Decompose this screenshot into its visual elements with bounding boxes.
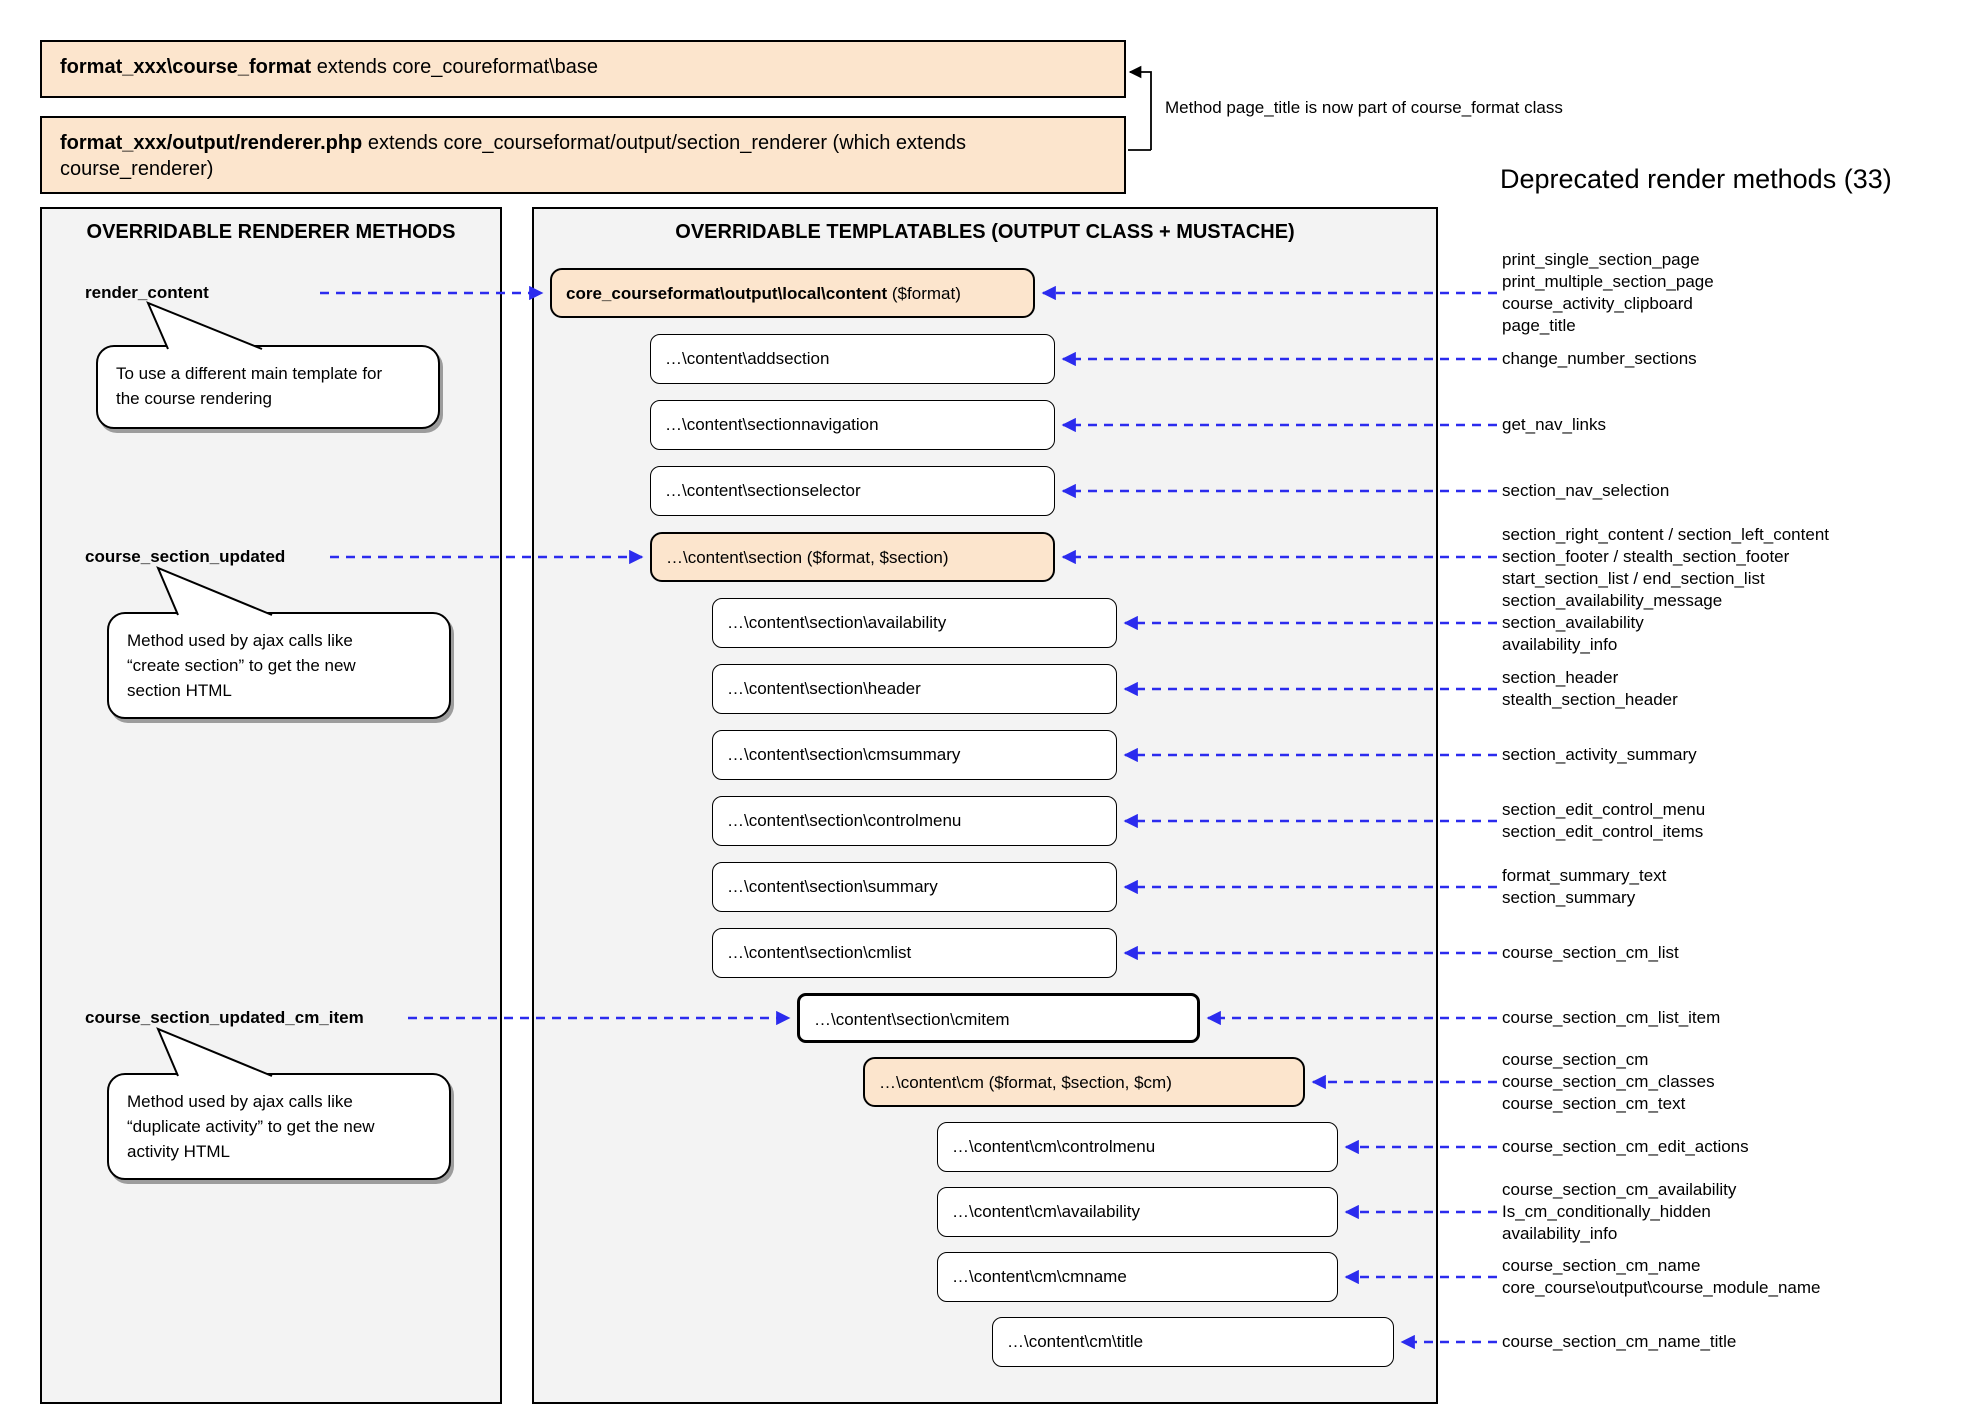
deprecated-methods-section: [1502, 524, 1829, 590]
deprecated-methods-cm-cmname: [1502, 1255, 1820, 1299]
bubble-line: To use a different main template for: [116, 364, 383, 383]
deprecated-method-label: core_course\output\course_module_name: [1502, 1278, 1821, 1297]
top-box1-bold: format_xxx\course_format: [60, 56, 312, 78]
deprecated-methods-section-header: [1502, 667, 1678, 711]
templatable-content-classname: core_courseformat\output\local\content: [566, 284, 888, 303]
deprecated-method-label: print_multiple_section_page: [1502, 272, 1714, 291]
templatable-section-availability: [712, 598, 1117, 648]
templatable-section-header: [712, 664, 1117, 714]
templatable-section-cmitem-label: …\content\section\cmitem: [814, 1010, 1010, 1029]
templatable-addsection-label: …\content\addsection: [665, 349, 830, 368]
deprecated-method-label: course_section_cm_classes: [1502, 1072, 1715, 1091]
templatable-section-availability-label: …\content\section\availability: [727, 613, 947, 632]
top-box-renderer: [40, 116, 1126, 194]
deprecated-methods-section-cmitem: [1502, 1007, 1720, 1029]
deprecated-method-label: section_activity_summary: [1502, 745, 1697, 764]
deprecated-method-label: format_summary_text: [1502, 866, 1667, 885]
templatable-cm-controlmenu-label: …\content\cm\controlmenu: [952, 1137, 1156, 1156]
deprecated-methods-content: [1502, 249, 1714, 337]
templatable-cm-cmname-label: …\content\cm\cmname: [952, 1267, 1127, 1286]
templatable-content-label: ($format): [887, 284, 961, 303]
deprecated-method-label: change_number_sections: [1502, 349, 1697, 368]
deprecated-method-label: page_title: [1502, 316, 1576, 335]
deprecated-render-methods-heading: Deprecated render methods (33): [1500, 164, 1892, 194]
bubble-line: “create section” to get the new: [127, 656, 356, 675]
deprecated-method-label: course_activity_clipboard: [1502, 294, 1693, 313]
deprecated-methods-cm-controlmenu: [1502, 1136, 1749, 1158]
deprecated-method-label: availability_info: [1502, 1224, 1618, 1243]
deprecated-methods-cm-title: [1502, 1331, 1736, 1353]
templatable-content: [550, 268, 1035, 318]
bubble-line: Method used by ajax calls like: [127, 631, 353, 650]
templatable-cm-availability: [937, 1187, 1338, 1237]
deprecated-method-label: course_section_cm: [1502, 1050, 1649, 1069]
templatable-cm-cmname: [937, 1252, 1338, 1302]
deprecated-method-label: section_availability: [1502, 613, 1644, 632]
templatable-sectionnavigation-label: …\content\sectionnavigation: [665, 415, 879, 434]
bubble-line: Method used by ajax calls like: [127, 1092, 353, 1111]
templatable-addsection: [650, 334, 1055, 384]
deprecated-method-label: availability_info: [1502, 635, 1618, 654]
deprecated-methods-section-cmlist: [1502, 942, 1679, 964]
deprecated-methods-section-summary: [1502, 865, 1666, 909]
templatable-section-cmsummary: [712, 730, 1117, 780]
bubble-course-section-updated: [107, 612, 451, 719]
deprecated-methods-section-controlmenu: [1502, 799, 1705, 843]
templatable-section-cmlist-label: …\content\section\cmlist: [727, 943, 912, 962]
top-box1-rest: extends core_coureformat\base: [311, 56, 599, 78]
deprecated-methods-section-availability: [1502, 590, 1722, 656]
method-course-section-updated-cm-item: course_section_updated_cm_item: [85, 1008, 364, 1027]
bubble-course-section-updated-cm-item: [107, 1073, 451, 1180]
left-panel-title: OVERRIDABLE RENDERER METHODS: [86, 221, 456, 243]
deprecated-methods-addsection: [1502, 348, 1697, 370]
top-box-course-format: [40, 40, 1126, 98]
method-course-section-updated: course_section_updated: [85, 547, 286, 566]
templatable-cm-title: [992, 1317, 1394, 1367]
deprecated-method-label: section_summary: [1502, 888, 1636, 907]
bubble-render-content: [96, 345, 440, 429]
top-box2-bold: format_xxx/output/renderer.php: [60, 132, 363, 154]
deprecated-method-label: course_section_cm_list_item: [1502, 1008, 1721, 1027]
page-title-bracket: [1130, 72, 1151, 150]
middle-panel-title: OVERRIDABLE TEMPLATABLES (OUTPUT CLASS + MUSTACHE): [675, 221, 1295, 243]
bubble-line: activity HTML: [127, 1142, 230, 1161]
deprecated-method-label: course_section_cm_edit_actions: [1502, 1137, 1749, 1156]
templatable-cm-label: …\content\cm ($format, $section, $cm): [879, 1073, 1172, 1092]
templatable-section-controlmenu-label: …\content\section\controlmenu: [727, 811, 962, 830]
deprecated-method-label: section_header: [1502, 668, 1619, 687]
deprecated-method-label: course_section_cm_name: [1502, 1256, 1701, 1275]
templatable-section-summary-label: …\content\section\summary: [727, 877, 938, 896]
deprecated-methods-section-cmsummary: [1502, 744, 1697, 766]
deprecated-method-label: Is_cm_conditionally_hidden: [1502, 1202, 1711, 1221]
deprecated-method-label: section_edit_control_items: [1502, 822, 1704, 841]
deprecated-method-label: section_right_content / section_left_content: [1502, 525, 1829, 544]
templatable-section-controlmenu: [712, 796, 1117, 846]
page-title-note: Method page_title is now part of course_format class: [1165, 98, 1563, 117]
deprecated-method-label: course_section_cm_name_title: [1502, 1332, 1737, 1351]
deprecated-methods-cm-availability: [1502, 1179, 1736, 1245]
templatable-cm: [863, 1057, 1305, 1107]
templatable-section-cmlist: [712, 928, 1117, 978]
deprecated-method-label: section_edit_control_menu: [1502, 800, 1706, 819]
templatable-section-header-label: …\content\section\header: [727, 679, 921, 698]
deprecated-method-label: section_footer / stealth_section_footer: [1502, 547, 1790, 566]
bubble-line: the course rendering: [116, 389, 272, 408]
templatable-cm-availability-label: …\content\cm\availability: [952, 1202, 1141, 1221]
deprecated-method-label: stealth_section_header: [1502, 690, 1678, 709]
bubble-line: section HTML: [127, 681, 232, 700]
deprecated-methods-sectionselector: [1502, 480, 1669, 502]
deprecated-method-label: course_section_cm_text: [1502, 1094, 1686, 1113]
templatable-sectionselector: [650, 466, 1055, 516]
templatable-cm-controlmenu: [937, 1122, 1338, 1172]
method-render-content: render_content: [85, 283, 209, 302]
templatable-section-cmsummary-label: …\content\section\cmsummary: [727, 745, 961, 764]
deprecated-method-label: section_nav_selection: [1502, 481, 1670, 500]
templatable-cm-title-label: …\content\cm\title: [1007, 1332, 1144, 1351]
deprecated-method-label: get_nav_links: [1502, 415, 1606, 434]
deprecated-methods-cm: [1502, 1049, 1715, 1115]
templatable-sectionselector-label: …\content\sectionselector: [665, 481, 861, 500]
top-box2-rest: extends core_courseformat/output/section_renderer (which extends course_renderer): [60, 132, 966, 180]
templatable-section-label: …\content\section ($format, $section): [666, 548, 949, 567]
templatable-section: [650, 532, 1055, 582]
deprecated-method-label: start_section_list / end_section_list: [1502, 569, 1765, 588]
deprecated-method-label: course_section_cm_list: [1502, 943, 1679, 962]
bubble-line: “duplicate activity” to get the new: [127, 1117, 375, 1136]
templatable-sectionnavigation: [650, 400, 1055, 450]
deprecated-method-label: course_section_cm_availability: [1502, 1180, 1737, 1199]
deprecated-methods-sectionnavigation: [1502, 414, 1606, 436]
templatable-section-cmitem: [797, 993, 1200, 1043]
templatable-section-summary: [712, 862, 1117, 912]
deprecated-method-label: section_availability_message: [1502, 591, 1723, 610]
deprecated-method-label: print_single_section_page: [1502, 250, 1700, 269]
